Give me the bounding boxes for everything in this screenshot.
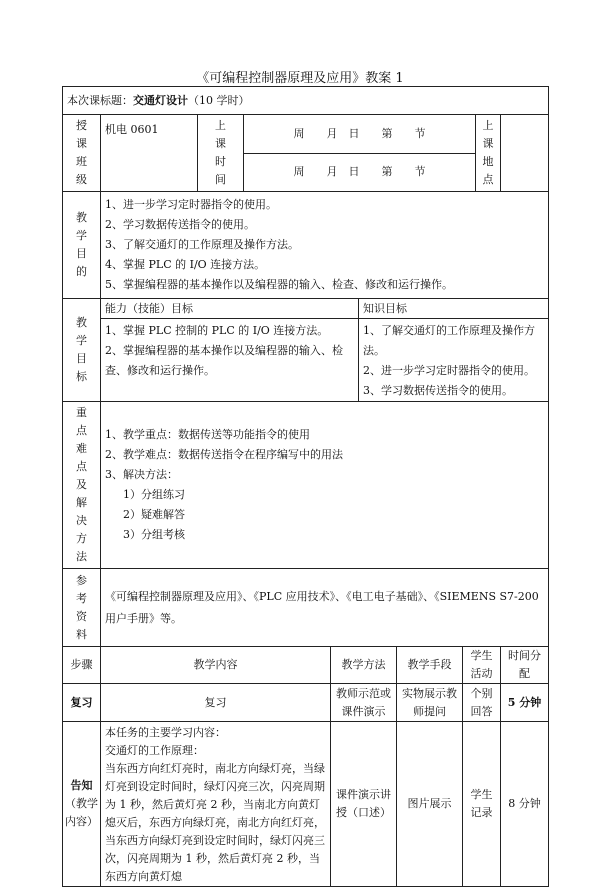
inform-line: 本任务的主要学习内容： <box>105 726 226 739</box>
time-slot-2: 周 月 日 第 节 <box>244 153 476 192</box>
inform-content <box>101 722 331 887</box>
keypoint-method-heading: 3、解决方法： <box>105 468 178 481</box>
review-time: 5 分钟 <box>501 684 549 722</box>
method-item: 3）分组考核 <box>123 528 185 541</box>
keypoint-focus: 1、教学重点：数据传送等功能指令的使用 <box>105 428 310 441</box>
ability-item: 1、掌握 PLC 控制的 PLC 的 I/O 连接方法。 <box>105 324 329 337</box>
ability-goals <box>101 319 359 402</box>
time-slot-1: 周 月 日 第 节 <box>244 115 476 154</box>
inform-line: 当东西方向红灯亮时，南北方向绿灯亮，当绿灯亮到设定时间时，绿灯闪亮三次，闪亮周期为 1 秒，然后黄灯亮 2 秒，当南北方向黄灯熄灭后，东西方向绿灯亮，南北方向红灯亮，当东西方向绿灯亮到设定时间时，绿灯闪亮三次，闪亮周期为 1 秒，然后黄灯亮 2 秒，当东西方向黄灯熄 <box>105 762 325 883</box>
place-label: 上 课 地 点 <box>476 115 501 192</box>
knowledge-item: 3、学习数据传送指令的使用。 <box>363 384 513 397</box>
col-method: 教学方法 <box>331 647 397 684</box>
inform-step: 告知 （教学内容） <box>63 722 101 887</box>
document-title: 《可编程控制器原理及应用》教案 1 <box>196 71 404 86</box>
objectives-list <box>101 192 549 299</box>
topic-label: 本次课标题： <box>67 93 133 107</box>
objective-item: 2、学习数据传送指令的使用。 <box>105 218 255 231</box>
objective-item: 3、了解交通灯的工作原理及操作方法。 <box>105 238 299 251</box>
topic-cell <box>63 87 549 115</box>
knowledge-item: 2、进一步学习定时器指令的使用。 <box>363 364 535 377</box>
inform-line: 交通灯的工作原理： <box>105 744 204 757</box>
keypoint-difficulty: 2、教学难点：数据传送指令在程序编写中的用法 <box>105 448 343 461</box>
ability-item: 2、掌握编程器的基本操作以及编程器的输入、检查、修改和运行操作。 <box>105 344 343 377</box>
objectives-label: 教 学 目 的 <box>63 192 101 299</box>
objective-item: 4、掌握 PLC 的 I/O 连接方法。 <box>105 258 266 271</box>
ability-header: 能力（技能）目标 <box>101 299 359 319</box>
references-label: 参 考 资 料 <box>63 569 101 647</box>
objective-item: 5、掌握编程器的基本操作以及编程器的输入、检查、修改和运行操作。 <box>105 278 453 291</box>
review-method: 教师示范或课件演示 <box>331 684 397 722</box>
col-means: 教学手段 <box>397 647 463 684</box>
knowledge-header: 知识目标 <box>359 299 549 319</box>
lesson-plan-table <box>62 86 549 887</box>
topic-title: 交通灯设计 <box>133 93 188 107</box>
review-activity: 个别回答 <box>463 684 501 722</box>
inform-activity: 学生记录 <box>463 722 501 887</box>
review-means: 实物展示教师提问 <box>397 684 463 722</box>
place-value <box>501 115 549 192</box>
keypoints-label: 重 点 难 点 及 解 决 方 法 <box>63 402 101 569</box>
col-time: 时间分配 <box>501 647 549 684</box>
objective-item: 1、进一步学习定时器指令的使用。 <box>105 198 277 211</box>
class-value: 机电 0601 <box>101 115 198 192</box>
knowledge-item: 1、了解交通灯的工作原理及操作方法。 <box>363 324 535 357</box>
knowledge-goals <box>359 319 549 402</box>
goals-label: 教 学 目 标 <box>63 299 101 402</box>
inform-method: 课件演示讲授（口述） <box>331 722 397 887</box>
review-step: 复习 <box>63 684 101 722</box>
topic-hours: （10 学时） <box>188 93 250 107</box>
inform-means: 图片展示 <box>397 722 463 887</box>
method-item: 1）分组练习 <box>123 488 185 501</box>
method-item: 2）疑难解答 <box>123 508 185 521</box>
keypoints-content <box>101 402 549 569</box>
review-content: 复习 <box>101 684 331 722</box>
references-text: 《可编程控制器原理及应用》、《PLC 应用技术》、《电工电子基础》、《SIEMENS S7-200 用户手册》等。 <box>101 569 549 647</box>
inform-time: 8 分钟 <box>501 722 549 887</box>
col-step: 步骤 <box>63 647 101 684</box>
col-activity: 学生活动 <box>463 647 501 684</box>
col-content: 教学内容 <box>101 647 331 684</box>
class-label: 授 课 班 级 <box>63 115 101 192</box>
time-label: 上 课 时 间 <box>198 115 244 192</box>
